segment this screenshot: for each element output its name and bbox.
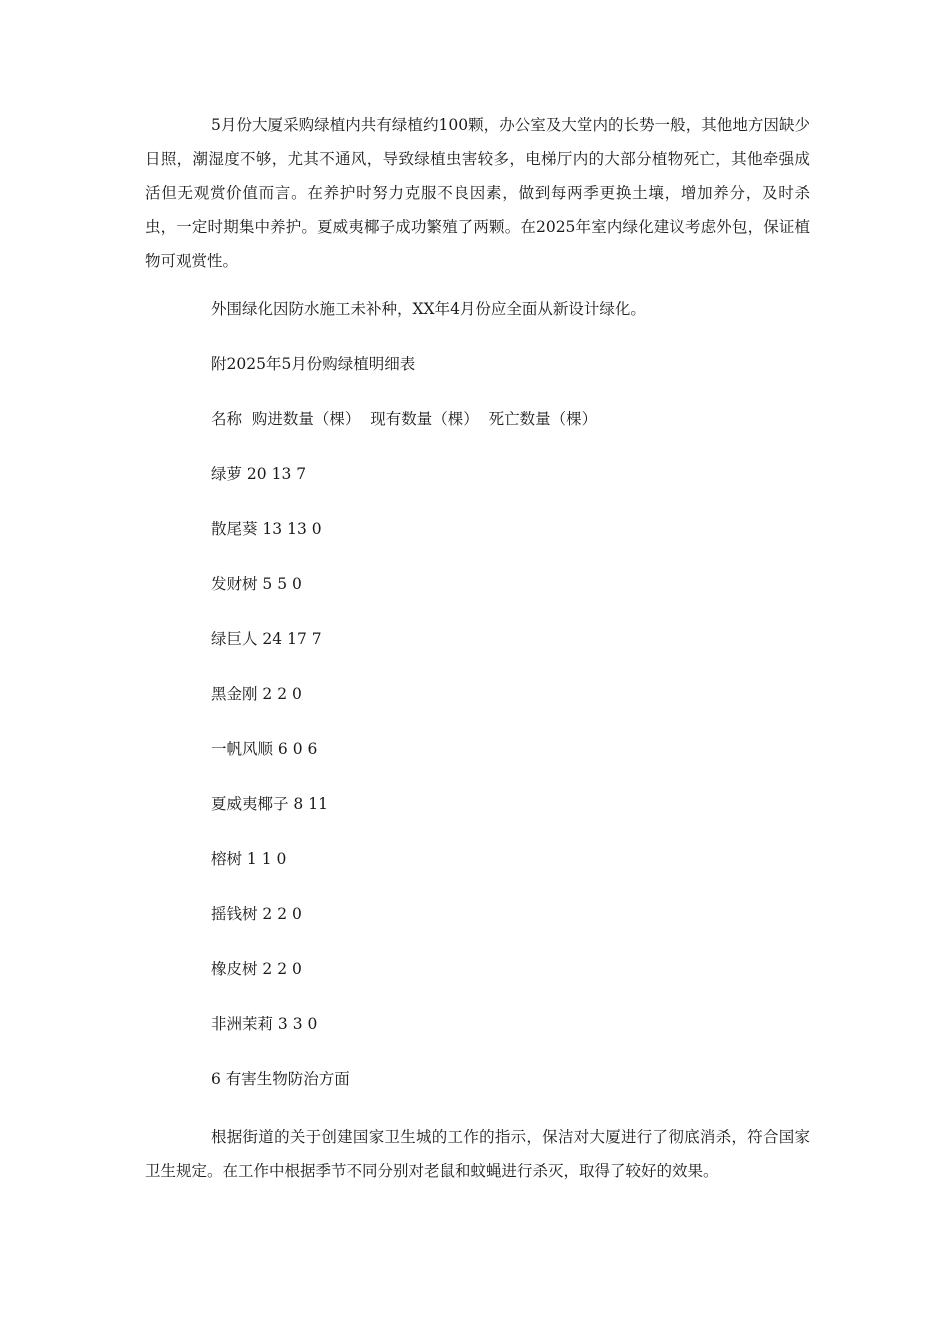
table-row: 非洲茉莉 3 3 0 bbox=[211, 1015, 318, 1033]
table-row: 榕树 1 1 0 bbox=[211, 850, 287, 868]
table-row: 一帆风顺 6 0 6 bbox=[211, 740, 318, 758]
paragraph-outdoor-greenery: 外围绿化因防水施工未补种，XX年4月份应全面从新设计绿化。 bbox=[211, 300, 646, 318]
table-header-row: 名称 购进数量（棵） 现有数量（棵） 死亡数量（棵） bbox=[211, 410, 598, 428]
table-row: 发财树 5 5 0 bbox=[211, 575, 302, 593]
table-row: 橡皮树 2 2 0 bbox=[211, 960, 302, 978]
table-row: 黑金刚 2 2 0 bbox=[211, 685, 302, 703]
table-row: 摇钱树 2 2 0 bbox=[211, 905, 302, 923]
table-row: 夏威夷椰子 8 11 bbox=[211, 795, 328, 813]
table-row: 绿萝 20 13 7 bbox=[211, 465, 307, 483]
table-caption: 附2025年5月份购绿植明细表 bbox=[211, 355, 416, 373]
section-heading-pest-control: 6 有害生物防治方面 bbox=[211, 1070, 350, 1088]
paragraph-greenery-status: 5月份大厦采购绿植内共有绿植约100颗，办公室及大堂内的长势一般，其他地方因缺少日照，潮湿度不够，尤其不通风，导致绿植虫害较多，电梯厅内的大部分植物死亡，其他牵强成活但无观赏价值而言。在养护时努力克服不良因素，做到每两季更换土壤，增加养分，及时杀虫，一定时期集中养护。夏威夷椰子成功繁殖了两颗。在2025年室内绿化建议考虑外包，保证植物可观赏性。 bbox=[145, 116, 810, 270]
table-row: 绿巨人 24 17 7 bbox=[211, 630, 322, 648]
paragraph-pest-control: 根据街道的关于创建国家卫生城的工作的指示，保洁对大厦进行了彻底消杀，符合国家卫生规定。在工作中根据季节不同分别对老鼠和蚊蝇进行杀灭，取得了较好的效果。 bbox=[145, 1128, 810, 1180]
table-row: 散尾葵 13 13 0 bbox=[211, 520, 322, 538]
